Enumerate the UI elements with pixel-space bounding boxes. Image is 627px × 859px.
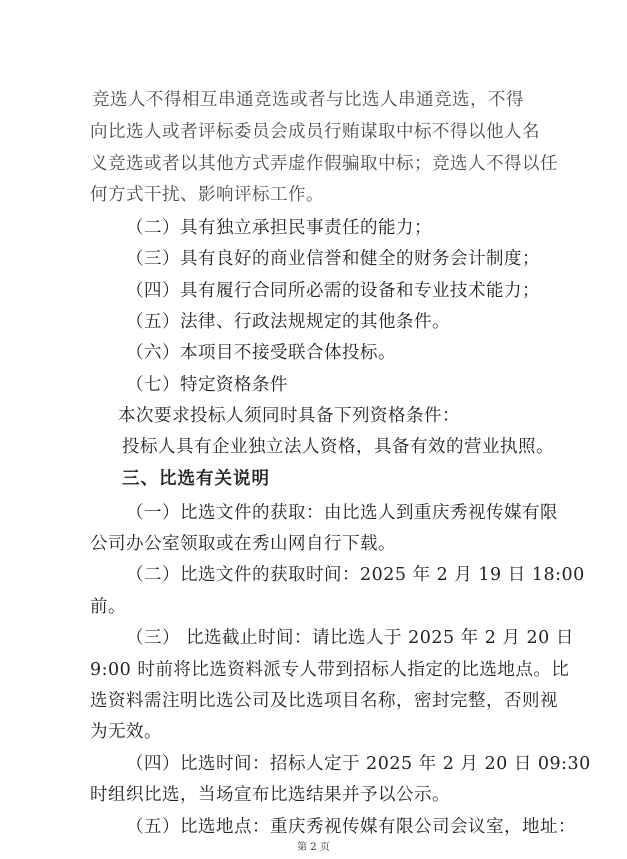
paragraph-line: 时组织比选，当场宣布比选结果并予以公示。	[90, 785, 450, 805]
paragraph-line: 投标人具有企业独立法人资格，具备有效的营业执照。	[122, 437, 554, 457]
paragraph-line: 前。	[90, 597, 126, 617]
paragraph-line: 义竞选或者以其他方式弄虚作假骗取中标；竞选人不得以任	[90, 154, 558, 174]
list-item: （四）具有履行合同所必需的设备和专业技术能力；	[126, 281, 540, 301]
section-heading: 三、比选有关说明	[122, 469, 270, 489]
page-number: 第 2 页	[297, 842, 330, 853]
paragraph-line: 何方式干扰、影响评标工作。	[90, 185, 324, 205]
paragraph-line: （三） 比选截止时间：请比选人于 2025 年 2 月 20 日	[126, 628, 574, 648]
list-item: （三）具有良好的商业信誉和健全的财务会计制度；	[126, 249, 540, 269]
list-item: （五）法律、行政法规规定的其他条件。	[126, 312, 450, 332]
paragraph-line: 竞选人不得相互串通竞选或者与比选人串通竞选，不得	[92, 90, 524, 110]
paragraph-line: 向比选人或者评标委员会成员行贿谋取中标不得以他人名	[90, 122, 540, 142]
list-item: （二）具有独立承担民事责任的能力；	[126, 218, 432, 238]
paragraph-line: （一）比选文件的获取：由比选人到重庆秀视传媒有限	[126, 503, 558, 523]
paragraph-line: （五）比选地点：重庆秀视传媒有限公司会议室，地址：	[126, 817, 576, 837]
paragraph-line: 本次要求投标人须同时具备下列资格条件：	[118, 406, 460, 426]
paragraph-line: （四）比选时间：招标人定于 2025 年 2 月 20 日 09:30	[126, 754, 591, 774]
paragraph-line: 9:00 时前将比选资料派专人带到招标人指定的比选地点。比	[90, 660, 570, 680]
paragraph-line: 公司办公室领取或在秀山网自行下载。	[90, 534, 396, 554]
paragraph-line: 选资料需注明比选公司及比选项目名称，密封完整，否则视	[90, 691, 558, 711]
paragraph-line: （二）比选文件的获取时间：2025 年 2 月 19 日 18:00	[126, 565, 585, 585]
list-item: （六）本项目不接受联合体投标。	[126, 343, 396, 363]
paragraph-line: 为无效。	[90, 722, 162, 742]
list-item: （七）特定资格条件	[126, 375, 288, 395]
